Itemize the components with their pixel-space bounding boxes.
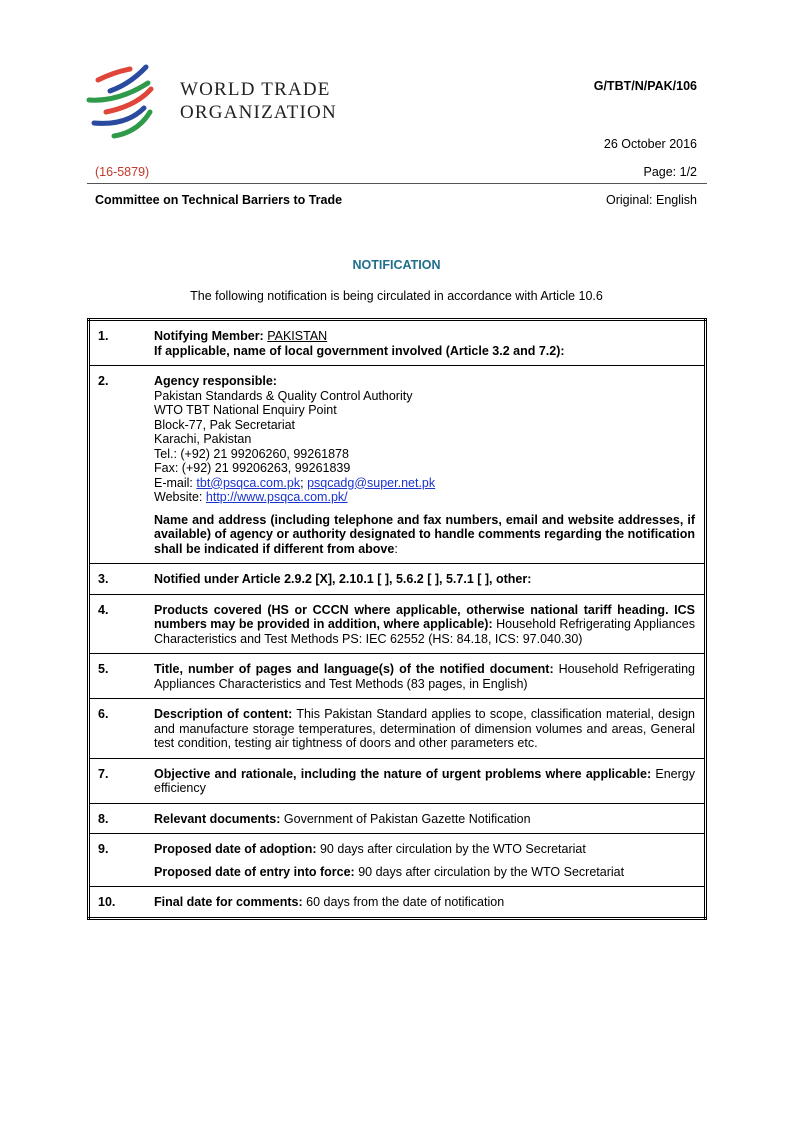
document-symbol: G/TBT/N/PAK/106 xyxy=(593,79,697,93)
table-row: 10. Final date for comments: 60 days from the date of notification xyxy=(89,887,706,919)
wto-logo-icon xyxy=(86,64,156,140)
table-row: 9. Proposed date of adoption: 90 days after circulation by the WTO Secretariat Proposed date of entry into force: 90 days after circulation by the WTO Secretariat xyxy=(89,834,706,887)
intro-text: The following notification is being circulated in accordance with Article 10.6 xyxy=(190,289,603,303)
committee-name: Committee on Technical Barriers to Trade xyxy=(95,193,343,207)
table-row: 1. Notifying Member: PAKISTAN If applicable, name of local government involved (Article 3.2 and 7.2): xyxy=(89,320,706,366)
table-row: 8. Relevant documents: Government of Pakistan Gazette Notification xyxy=(89,803,706,834)
email-link[interactable]: psqcadg@super.net.pk xyxy=(307,475,436,490)
table-row: 6. Description of content: This Pakistan Standard applies to scope, classification material, design and manufacture storage temperatures, determination of dimension volumes and areas, General test condition, testing air tightness of doors and other parameters etc. xyxy=(89,699,706,759)
page-number: Page: 1/2 xyxy=(643,165,697,179)
email-link[interactable]: tbt@psqca.com.pk xyxy=(196,475,301,490)
website-link[interactable]: http://www.psqca.com.pk/ xyxy=(205,490,348,504)
original-language: Original: English xyxy=(605,193,697,207)
document-date: 26 October 2016 xyxy=(603,137,697,151)
table-row: 7. Objective and rationale, including the nature of urgent problems where applicable: Energy efficiency xyxy=(89,758,706,803)
table-row: 2. Agency responsible: Pakistan Standards & Quality Control Authority WTO TBT National Enquiry Point Block-77, Pak Secretariat Karachi, Pakistan Tel.: (+92) 21 99206260, 99261878 Fax: (+92) 21 99206263, 99261839 E-mail: tbt@psqca.com.pk; psqcadg@super.net.pk Website: http://www.psqca.com.pk/ Name and address (including telephone and fax numbers, email and website addresses, if available) of agency or authority designated to handle comments regarding the notification shall be indicated if different from above: xyxy=(89,366,706,564)
table-row: 4. Products covered (HS or CCCN where applicable, otherwise national tariff heading. ICS numbers may be provided in addition, where applicable): Household Refrigerating Appliances Characteristics and Test Methods PS: IEC 62552 (HS: 84.18, ICS: 97.040.30) xyxy=(89,594,706,654)
wto-logo-text: WORLD TRADE ORGANIZATION xyxy=(180,79,337,123)
notification-table xyxy=(87,318,707,920)
page-title: NOTIFICATION xyxy=(352,258,441,272)
table-row: 5. Title, number of pages and language(s) of the notified document: Household Refrigerating Appliances Characteristics and Test Methods (83 pages, in English) xyxy=(89,654,706,699)
divider xyxy=(87,183,707,184)
document-reference: (16-5879) xyxy=(95,165,150,179)
table-row: 3. Notified under Article 2.9.2 [X], 2.10.1 [ ], 5.6.2 [ ], 5.7.1 [ ], other: xyxy=(89,564,706,595)
